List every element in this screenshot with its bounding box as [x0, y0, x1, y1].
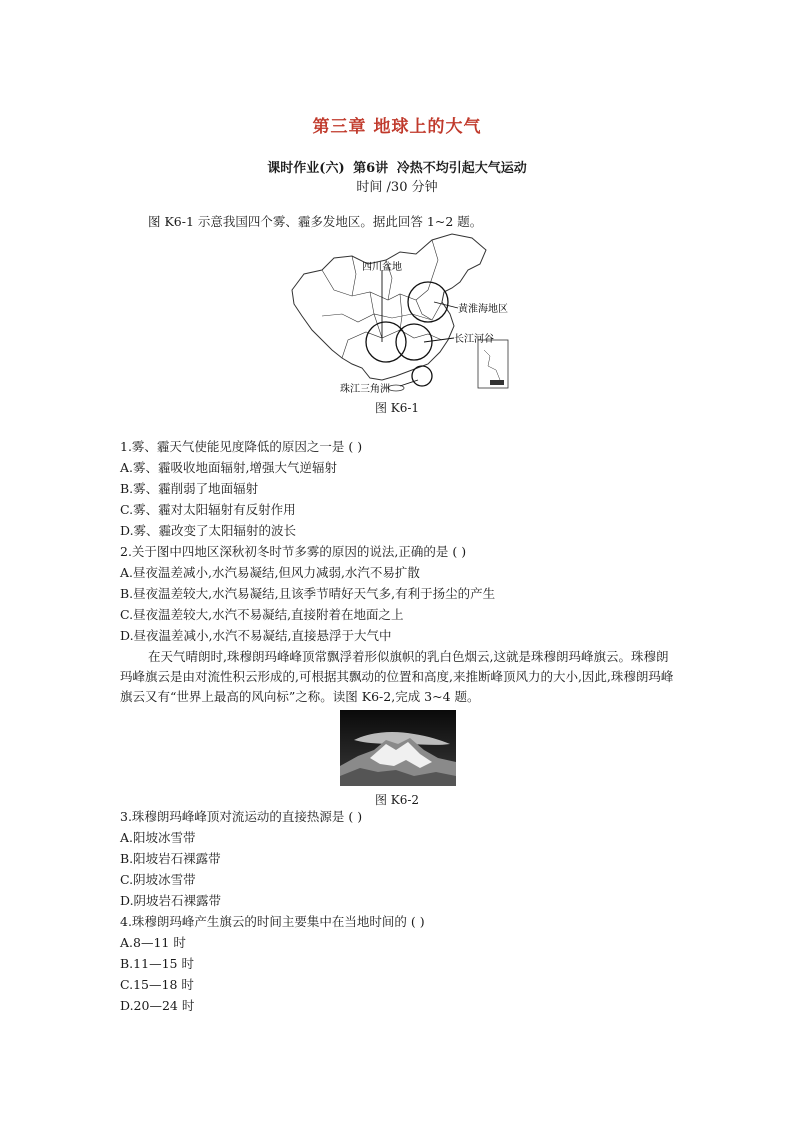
- question-3-option-a: A.阳坡冰雪带: [120, 830, 196, 845]
- question-3-stem: 3.珠穆朗玛峰峰顶对流运动的直接热源是 ( ): [120, 809, 363, 824]
- question-1-stem: 1.雾、霾天气使能见度降低的原因之一是 ( ): [120, 439, 363, 454]
- question-1-option-c: C.雾、霾对太阳辐射有反射作用: [120, 502, 296, 517]
- label-sichuan: 四川盆地: [362, 262, 402, 273]
- everest-photo: [340, 710, 456, 786]
- question-2-option-d: D.昼夜温差减小,水汽不易凝结,直接悬浮于大气中: [120, 628, 392, 643]
- question-3-option-d: D.阴坡岩石裸露带: [120, 893, 222, 908]
- question-4-option-d: D.20—24 时: [120, 998, 195, 1013]
- question-4-option-c: C.15—18 时: [120, 977, 194, 992]
- intro-text: 图 K6-1 示意我国四个雾、霾多发地区。据此回答 1~2 题。: [148, 214, 483, 229]
- question-3-option-c: C.阴坡冰雪带: [120, 872, 196, 887]
- question-2-option-a: A.昼夜温差减小,水汽易凝结,但风力减弱,水汽不易扩散: [120, 565, 420, 580]
- figure2-caption: 图 K6-2: [374, 793, 420, 807]
- figure1-caption: 图 K6-1: [374, 401, 420, 415]
- time-limit: 时间 /30 分钟: [356, 180, 438, 195]
- china-outline-icon: [292, 234, 486, 380]
- sichuan-circle: [366, 322, 406, 362]
- label-zhujiang: 珠江三角洲: [340, 384, 390, 395]
- question-4-option-b: B.11—15 时: [120, 956, 194, 971]
- chapter-title: 第三章 地球上的大气: [312, 117, 482, 137]
- label-changjiang: 长江河谷: [454, 334, 494, 345]
- passage-text: 在天气晴朗时,珠穆朗玛峰峰顶常飘浮着形似旗帜的乳白色烟云,这就是珠穆朗玛峰旗云。珠穆朗玛峰旗云是由对流性积云形成的,可根据其飘动的位置和高度,来推断峰顶风力的大小,因此,珠穆朗玛峰旗云又有“世界上最高的风向标”之称。读图 K6-2,完成 3~4 题。: [120, 649, 674, 704]
- question-2-option-b: B.昼夜温差较大,水汽易凝结,且该季节晴好天气多,有利于扬尘的产生: [120, 586, 496, 601]
- question-2-stem: 2.关于图中四地区深秋初冬时节多雾的原因的说法,正确的是 ( ): [120, 544, 467, 559]
- question-2-option-c: C.昼夜温差较大,水汽不易凝结,直接附着在地面之上: [120, 607, 404, 622]
- question-1-option-b: B.雾、霾削弱了地面辐射: [120, 481, 259, 496]
- question-1-option-a: A.雾、霾吸收地面辐射,增强大气逆辐射: [120, 460, 337, 475]
- lesson-title: 课时作业(六) 第6讲 冷热不均引起大气运动: [267, 161, 527, 176]
- question-1-option-d: D.雾、霾改变了太阳辐射的波长: [120, 523, 297, 538]
- label-huanghuai: 黄淮海地区: [458, 304, 508, 315]
- question-4-option-a: A.8—11 时: [120, 935, 186, 950]
- china-map-figure: [282, 230, 522, 398]
- question-4-stem: 4.珠穆朗玛峰产生旗云的时间主要集中在当地时间的 ( ): [120, 914, 425, 929]
- zhujiang-circle: [412, 366, 432, 386]
- question-3-option-b: B.阳坡岩石裸露带: [120, 851, 221, 866]
